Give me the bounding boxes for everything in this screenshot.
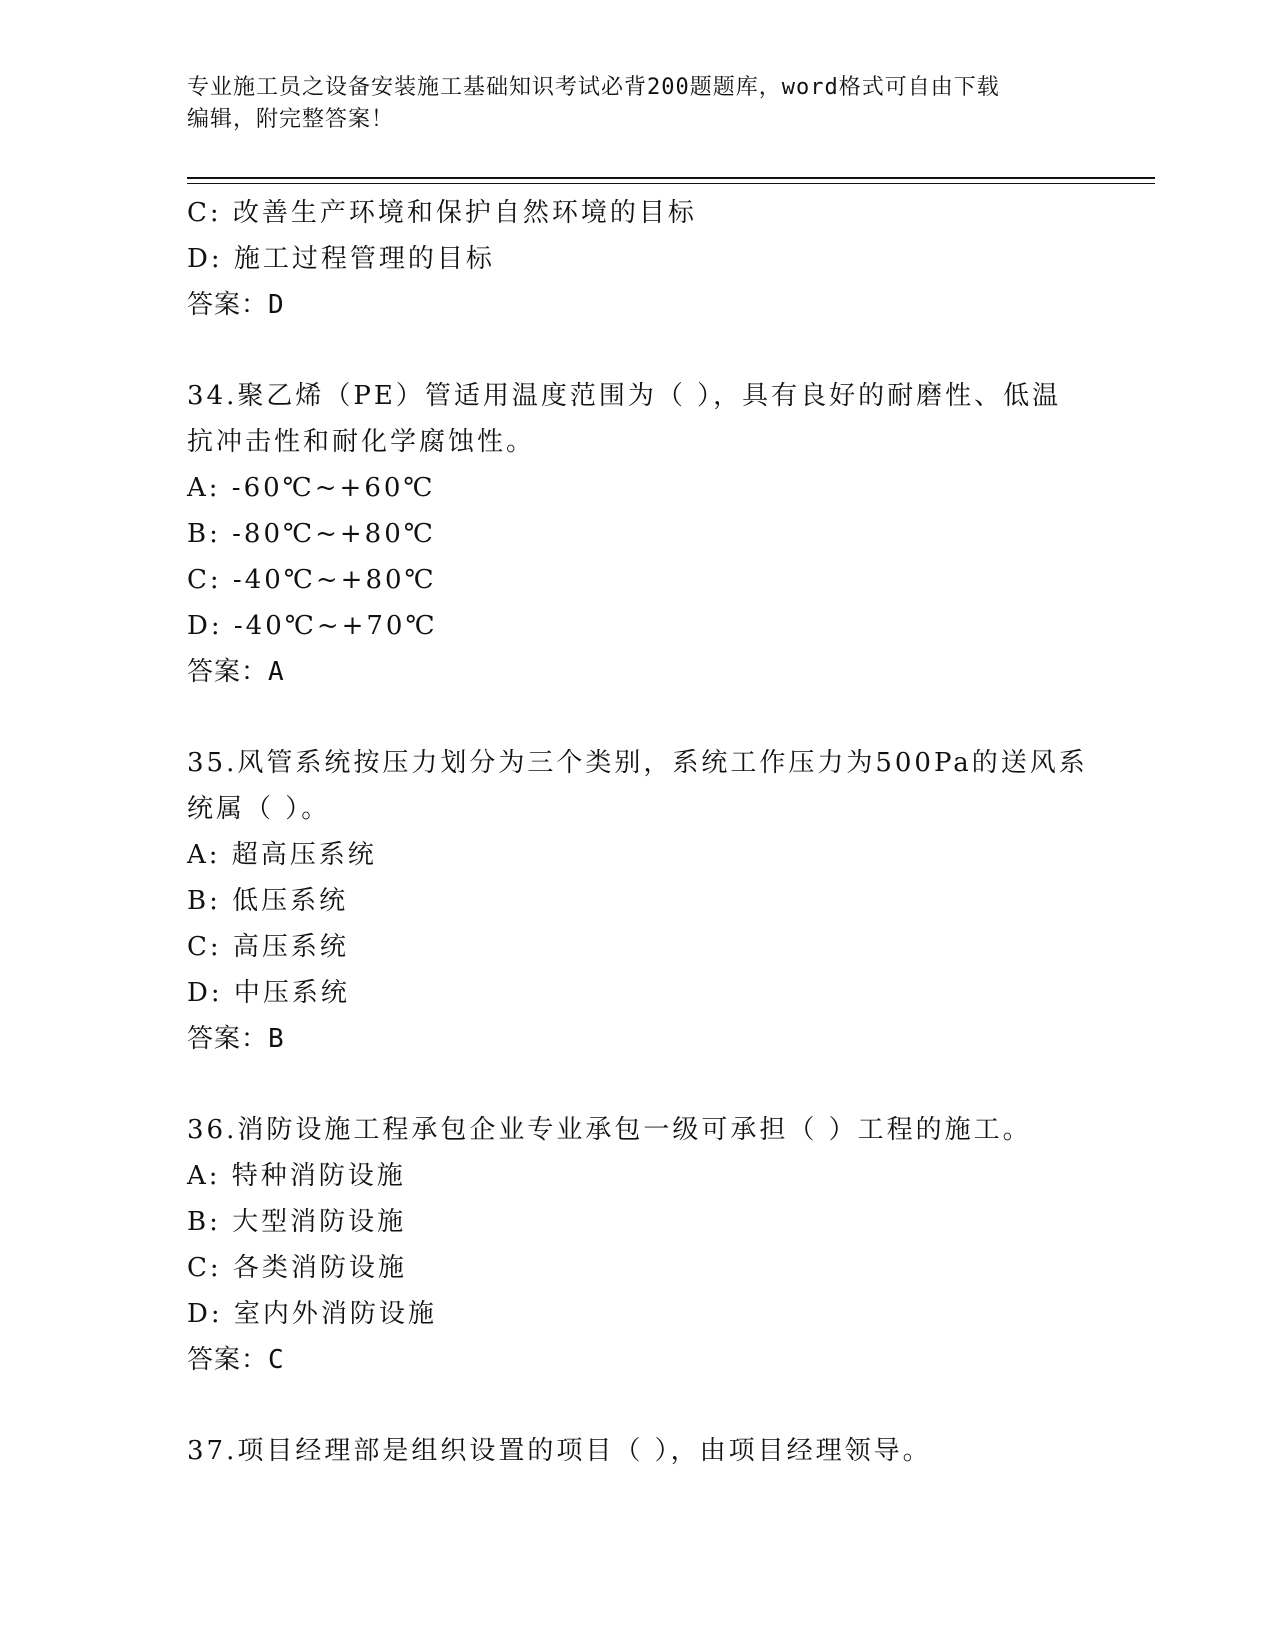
header-title-line-2: 编辑，附完整答案！ — [187, 107, 395, 132]
answer-line: 答案：D — [187, 290, 285, 320]
option-b: B: 大型消防设施 — [187, 1207, 407, 1237]
option-c: C: -40℃~+80℃ — [187, 565, 437, 595]
question-33-tail — [187, 190, 1087, 328]
answer-line: 答案：C — [187, 1345, 285, 1375]
option-a: A: 超高压系统 — [187, 840, 377, 870]
option-d: D: 室内外消防设施 — [187, 1299, 437, 1329]
header-divider-thin — [187, 183, 1155, 184]
option-b: B: 低压系统 — [187, 886, 349, 916]
option-c: C: 改善生产环境和保护自然环境的目标 — [187, 198, 697, 228]
question-34 — [187, 373, 1087, 695]
header-divider-thick — [187, 177, 1155, 179]
question-text-line-1: 35.风管系统按压力划分为三个类别，系统工作压力为500Pa的送风系 — [187, 748, 1088, 778]
option-a: A: 特种消防设施 — [187, 1161, 406, 1191]
option-b: B: -80℃~+80℃ — [187, 519, 436, 549]
header-title-line-1: 专业施工员之设备安装施工基础知识考试必背200题题库，word格式可自由下载 — [187, 75, 1000, 100]
option-d: D: -40℃~+70℃ — [187, 611, 438, 641]
question-35 — [187, 740, 1087, 1062]
question-37 — [187, 1428, 1087, 1474]
spacer — [187, 1383, 1087, 1428]
spacer — [187, 695, 1087, 740]
spacer — [187, 328, 1087, 373]
document-header — [187, 72, 1087, 136]
answer-line: 答案：A — [187, 657, 285, 687]
question-text-line-1: 34.聚乙烯（PE）管适用温度范围为（ ），具有良好的耐磨性、低温 — [187, 381, 1062, 411]
option-a: A: -60℃~+60℃ — [187, 473, 436, 503]
question-text-line-2: 统属（ ）。 — [187, 794, 331, 824]
question-text-line-1: 37.项目经理部是组织设置的项目（ ），由项目经理领导。 — [187, 1436, 932, 1466]
option-c: C: 高压系统 — [187, 932, 349, 962]
question-36 — [187, 1107, 1087, 1383]
question-text-line-2: 抗冲击性和耐化学腐蚀性。 — [187, 427, 536, 457]
option-d: D: 中压系统 — [187, 978, 350, 1008]
question-list — [187, 190, 1087, 1474]
option-c: C: 各类消防设施 — [187, 1253, 407, 1283]
option-d: D: 施工过程管理的目标 — [187, 244, 495, 274]
question-text-line-1: 36.消防设施工程承包企业专业承包一级可承担（ ）工程的施工。 — [187, 1115, 1032, 1145]
answer-line: 答案：B — [187, 1024, 285, 1054]
spacer — [187, 1062, 1087, 1107]
